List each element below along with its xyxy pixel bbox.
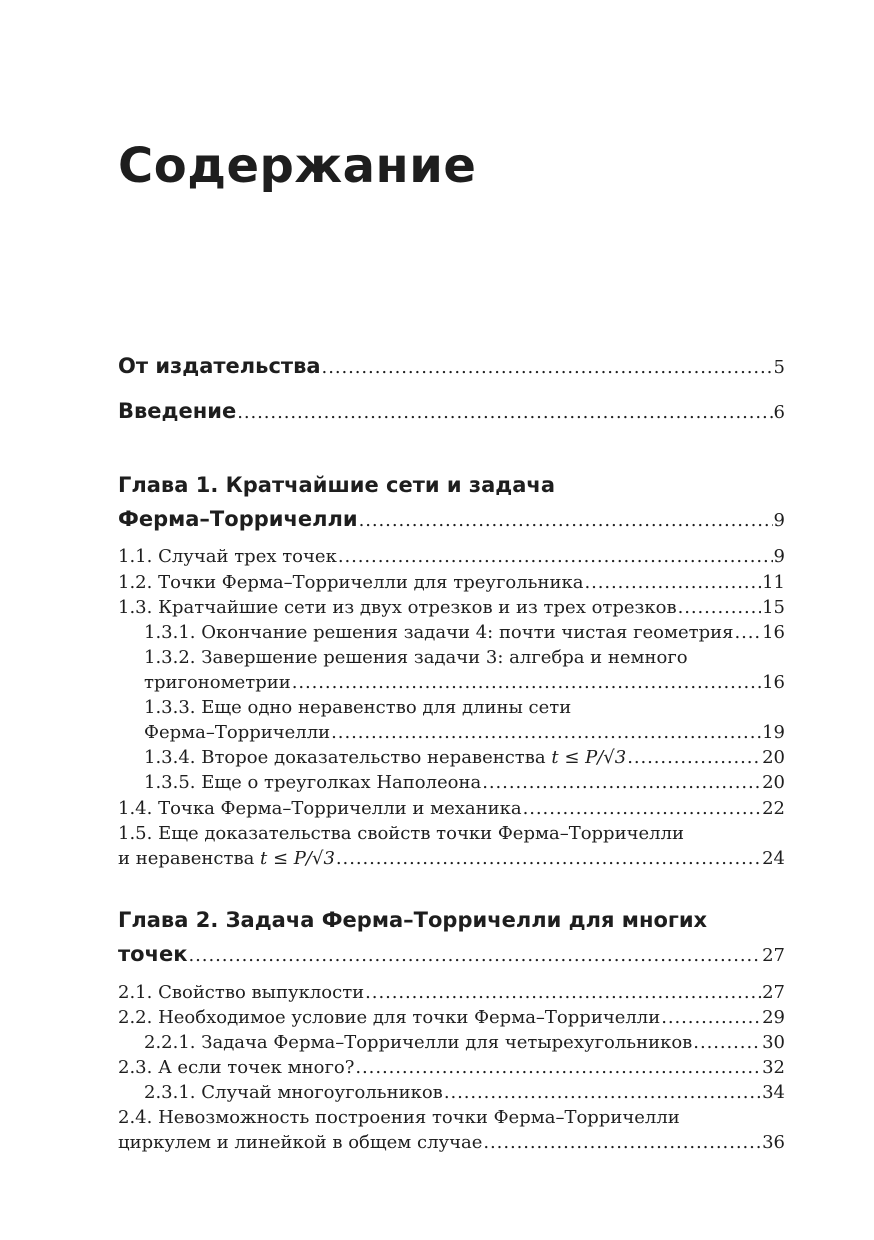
leader-dots xyxy=(735,620,762,646)
toc-entry-2-4[interactable]: циркулем и линейкой в общем случае . . . 36 xyxy=(118,1130,785,1156)
leader-dots xyxy=(482,770,761,796)
toc-entry-2-2[interactable]: 2.2. Необходимое условие для точки Ферма–Торричелли . . . 29 xyxy=(118,1005,785,1031)
leader-dots xyxy=(483,1130,761,1156)
toc-entry-1-1[interactable]: 1.1. Случай трех точек . . . 9 xyxy=(118,544,785,570)
toc-entry-2-3[interactable]: 2.3. А если точек много? . . . 32 xyxy=(118,1055,785,1081)
toc-chapter-1[interactable]: Ферма–Торричелли . . . 9 xyxy=(118,504,785,534)
toc-chapter-2[interactable]: точек . . . 27 xyxy=(118,939,785,969)
leader-dots xyxy=(661,1005,761,1031)
toc-chapter-1-title[interactable]: Глава 1. Кратчайшие сети и задача xyxy=(118,473,556,497)
leader-dots xyxy=(336,846,761,872)
leader-dots xyxy=(523,796,761,822)
toc-entry-1-5-line1[interactable]: 1.5. Еще доказательства свойств точки Ферма–Торричелли xyxy=(118,823,684,844)
toc-entry-1-5[interactable]: и неравенства t ≤ P/√3 . . . 24 xyxy=(118,846,785,872)
leader-dots xyxy=(584,570,761,596)
toc-entry-1-3-2[interactable]: тригонометрии . . . 16 xyxy=(144,670,785,696)
toc-entry-1-3-3[interactable]: Ферма–Торричелли . . . 19 xyxy=(144,720,785,746)
toc-entry-1-3-3-line1[interactable]: 1.3.3. Еще одно неравенство для длины сети xyxy=(144,697,572,718)
leader-dots xyxy=(627,745,761,771)
toc-entry-2-3-1[interactable]: 2.3.1. Случай многоугольников . . . 34 xyxy=(144,1080,785,1106)
toc-entry-1-3-1[interactable]: 1.3.1. Окончание решения задачи 4: почти чистая геометрия . . . 16 xyxy=(144,620,785,646)
leader-dots xyxy=(359,506,773,536)
leader-dots xyxy=(338,544,773,570)
toc-entry-2-4-line1[interactable]: 2.4. Невозможность построения точки Ферма–Торричелли xyxy=(118,1107,680,1128)
leader-dots xyxy=(189,941,762,971)
toc-entry-1-3-4[interactable]: 1.3.4. Второе доказательство неравенства t ≤ P/√3 . . . 20 xyxy=(144,745,785,771)
toc-entry-1-3-5[interactable]: 1.3.5. Еще о треуголках Наполеона . . . 20 xyxy=(144,770,785,796)
leader-dots xyxy=(444,1080,761,1106)
toc-chapter-2-title[interactable]: Глава 2. Задача Ферма–Торричелли для многих xyxy=(118,908,708,932)
toc-entry-introduction[interactable]: Введение . . . 6 xyxy=(118,396,785,426)
leader-dots xyxy=(693,1030,761,1056)
toc-entry-publisher[interactable]: От издательства . . . 5 xyxy=(118,351,785,381)
toc-entry-1-2[interactable]: 1.2. Точки Ферма–Торричелли для треугольника . . . 11 xyxy=(118,570,785,596)
toc-entry-1-4[interactable]: 1.4. Точка Ферма–Торричелли и механика . . . 22 xyxy=(118,796,785,822)
leader-dots xyxy=(322,353,773,383)
leader-dots xyxy=(355,1055,761,1081)
inequality-formula: t ≤ P/√3 xyxy=(551,747,627,768)
inequality-formula: t ≤ P/√3 xyxy=(260,848,335,869)
toc-entry-2-2-1[interactable]: 2.2.1. Задача Ферма–Торричелли для четырехугольников . . . 30 xyxy=(144,1030,785,1056)
leader-dots xyxy=(331,720,761,746)
leader-dots xyxy=(237,398,772,428)
toc-entry-1-3-2-line1[interactable]: 1.3.2. Завершение решения задачи 3: алгебра и немного xyxy=(144,647,688,668)
leader-dots xyxy=(292,670,761,696)
leader-dots xyxy=(365,980,761,1006)
toc-entry-2-1[interactable]: 2.1. Свойство выпуклости . . . 27 xyxy=(118,980,785,1006)
leader-dots xyxy=(678,595,762,621)
toc-entry-1-3[interactable]: 1.3. Кратчайшие сети из двух отрезков и из трех отрезков . . . 15 xyxy=(118,595,785,621)
page-title: Содержание xyxy=(118,138,477,194)
